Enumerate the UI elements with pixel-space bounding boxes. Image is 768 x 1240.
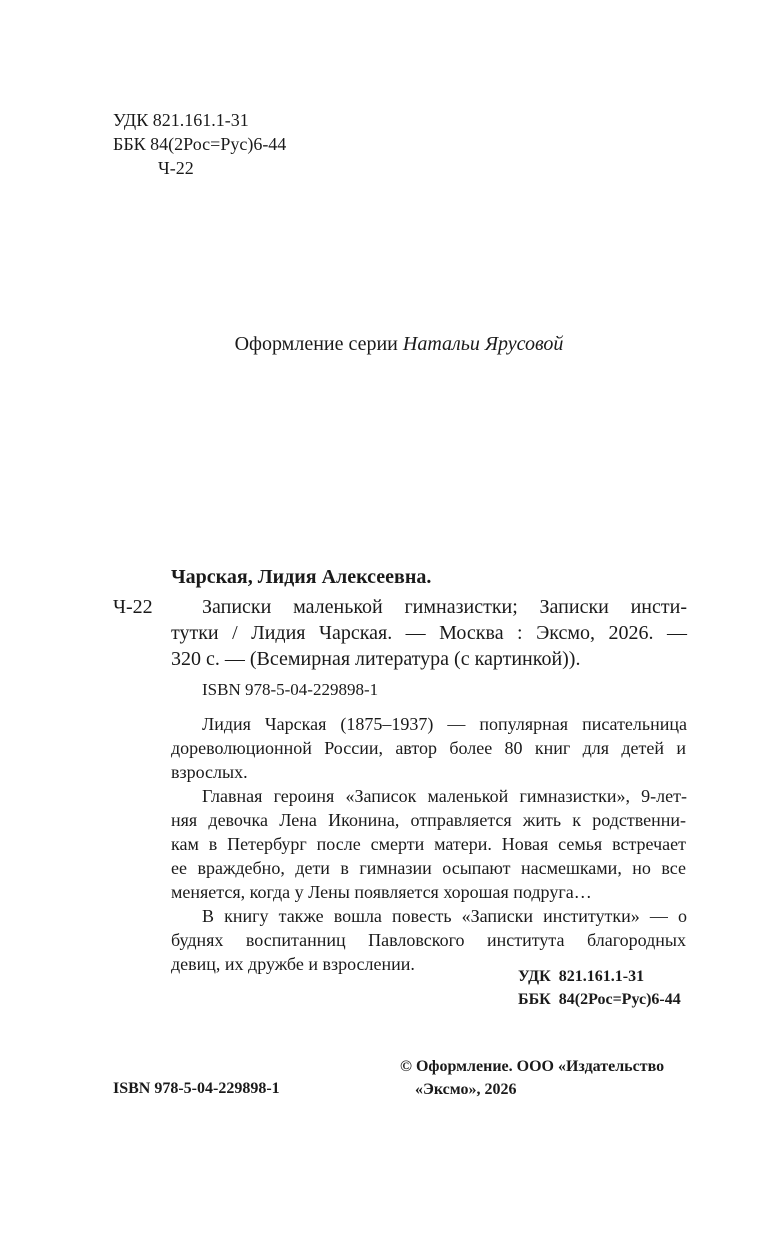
copyright-line-2: «Эксмо», 2026: [415, 1081, 517, 1098]
annotation-line-9: В книгу также вошла повесть «Записки институтки» — о: [202, 906, 687, 926]
catalog-code-left: Ч-22: [113, 596, 153, 618]
annotation-line-7: ее враждебно, дети в гимназии осыпают насмешками, но все: [171, 858, 686, 878]
annotation-line-1: Лидия Чарская (1875–1937) — популярная писательница: [202, 714, 687, 734]
description-line-2: тутки / Лидия Чарская. — Москва : Эксмо, 2026. —: [171, 622, 687, 644]
annotation-line-2: дореволюционной России, автор более 80 книг для детей и: [171, 738, 686, 758]
annotation-line-6: кам в Петербург после смерти матери. Новая семья встречает: [171, 834, 686, 854]
annotation-line-11: девиц, их дружбе и взрослении.: [171, 954, 415, 974]
annotation-line-5: няя девочка Лена Иконина, отправляется жить к родственни-: [171, 810, 686, 830]
annotation-line-10: буднях воспитанниц Павловского института благородных: [171, 930, 686, 950]
description-line-1: Записки маленькой гимназистки; Записки инсти-: [202, 596, 687, 618]
isbn-bottom: ISBN 978-5-04-229898-1: [113, 1080, 280, 1097]
isbn-record: ISBN 978-5-04-229898-1: [202, 680, 379, 699]
annotation-line-4: Главная героиня «Записок маленькой гимназистки», 9-лет-: [202, 786, 687, 806]
series-designer-name: Натальи Ярусовой: [402, 333, 564, 355]
description-line-3: 320 с. — (Всемирная литература (с картинкой)).: [171, 648, 581, 670]
copyright-line-1: © Оформление. ООО «Издательство: [400, 1058, 665, 1075]
udk-top: УДК 821.161.1-31: [113, 110, 249, 130]
catalog-code-top: Ч-22: [158, 158, 194, 178]
annotation-line-3: взрослых.: [171, 762, 248, 782]
bbk-bottom: ББК 84(2Рос=Рус)6-44: [518, 991, 681, 1008]
annotation-line-8: меняется, когда у Лены появляется хорошая подруга…: [171, 882, 592, 902]
series-design-prefix: Оформление серии: [234, 333, 403, 355]
udk-bottom: УДК 821.161.1-31: [518, 968, 645, 985]
series-design-credit: [0, 330, 768, 358]
bbk-top: ББК 84(2Рос=Рус)6-44: [113, 134, 287, 154]
author-heading: Чарская, Лидия Алексеевна.: [171, 566, 432, 588]
